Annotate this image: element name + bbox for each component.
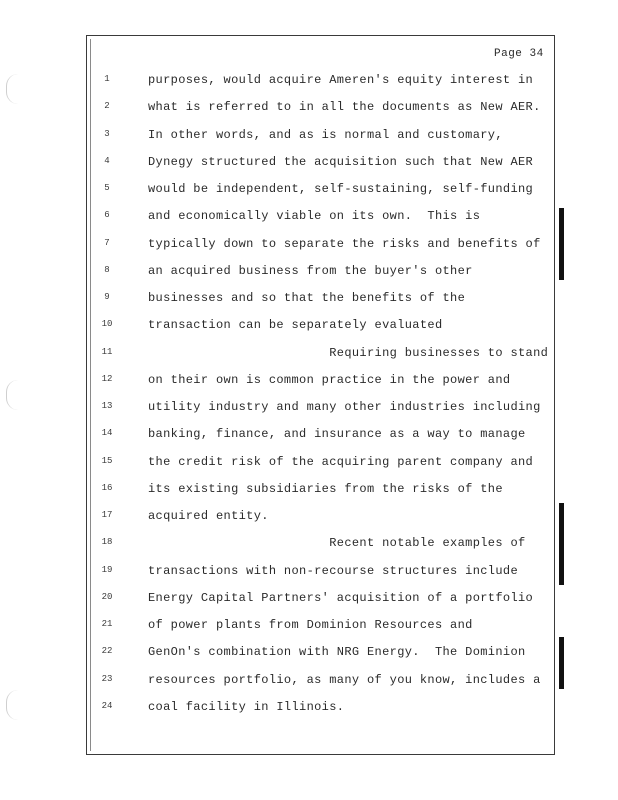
transcript-line: the credit risk of the acquiring parent company and	[148, 454, 534, 469]
line-number: 12	[101, 373, 113, 384]
line-number: 3	[104, 128, 110, 139]
transcript-line: Dynegy structured the acquisition such that New AER	[148, 154, 534, 169]
transcript-line: its existing subsidiaries from the risks of the	[148, 481, 503, 496]
line-number: 13	[101, 401, 113, 411]
transcript-line: In other words, and as is normal and customary,	[148, 127, 503, 142]
transcript-line: transaction can be separately evaluated	[148, 318, 443, 333]
transcript-line: Requiring businesses to stand	[148, 345, 549, 360]
line-number: 23	[101, 673, 113, 684]
transcript-line: what is referred to in all the documents as New AER.	[148, 100, 541, 115]
line-number: 8	[104, 264, 110, 275]
line-number: 15	[101, 455, 113, 466]
line-number: 18	[101, 537, 113, 548]
transcript-line: resources portfolio, as many of you know, includes a	[148, 672, 541, 687]
transcript-line: acquired entity.	[148, 509, 269, 523]
line-number: 4	[104, 155, 110, 166]
line-number: 16	[101, 482, 113, 493]
transcript-line: and economically viable on its own. This is	[148, 209, 481, 224]
margin-change-bar	[559, 208, 564, 280]
line-number: 9	[104, 292, 110, 302]
line-number: 2	[104, 101, 110, 112]
page-number: Page 34	[494, 48, 544, 60]
margin-change-bar	[559, 503, 564, 585]
transcript-line: an acquired business from the buyer's other	[148, 263, 473, 278]
margin-change-bar	[559, 637, 564, 689]
transcript-line: GenOn's combination with NRG Energy. The Dominion	[148, 645, 526, 660]
line-number: 21	[101, 619, 113, 629]
transcript-line: utility industry and many other industries including	[148, 400, 541, 414]
transcript-line: businesses and so that the benefits of the	[148, 291, 466, 305]
line-number: 14	[101, 428, 113, 439]
scan-punch-mark	[6, 74, 19, 104]
transcript-line: banking, finance, and insurance as a way to manage	[148, 427, 526, 442]
line-number: 11	[101, 346, 113, 357]
line-number: 17	[101, 510, 113, 520]
scan-punch-mark	[6, 380, 19, 410]
line-number: 19	[101, 564, 113, 575]
line-number: 1	[104, 74, 110, 84]
transcript-line: would be independent, self-sustaining, self-funding	[148, 182, 534, 196]
transcript-line: Recent notable examples of	[148, 536, 526, 551]
line-number: 10	[101, 319, 113, 330]
line-number: 7	[104, 237, 110, 248]
line-number: 6	[104, 210, 110, 221]
line-number: 24	[101, 700, 113, 711]
transcript-line: typically down to separate the risks and benefits of	[148, 236, 541, 251]
transcript-line: on their own is common practice in the power and	[148, 372, 511, 387]
transcript-line: Energy Capital Partners' acquisition of a portfolio	[148, 590, 534, 605]
scan-punch-mark	[6, 690, 19, 720]
line-number: 22	[101, 646, 113, 657]
transcript-line: of power plants from Dominion Resources and	[148, 618, 473, 632]
line-number: 5	[104, 183, 110, 193]
line-number: 20	[101, 591, 113, 602]
transcript-line: purposes, would acquire Ameren's equity interest in	[148, 73, 534, 87]
transcript-line: transactions with non-recourse structures include	[148, 563, 519, 578]
transcript-line: coal facility in Illinois.	[148, 699, 345, 714]
